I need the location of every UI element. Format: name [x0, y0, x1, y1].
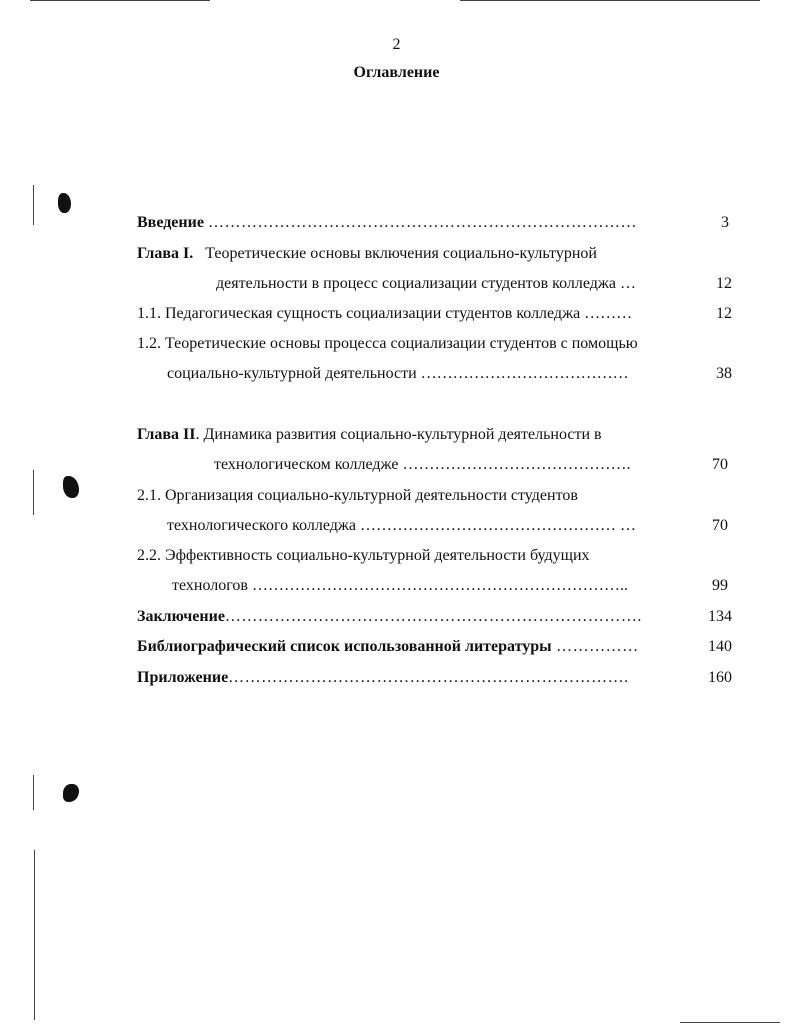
toc-text: Теоретические основы включения социально-культурной: [205, 245, 597, 262]
toc-entry-chapter-2[interactable]: [137, 425, 602, 445]
toc-leader: ……………: [551, 638, 639, 655]
toc-leader: ……………………………………………………………….: [228, 669, 629, 686]
toc-entry-1-2-cont: социально-культурной деятельности …………………………………: [167, 365, 629, 382]
toc-entry-bibliography[interactable]: [137, 637, 639, 657]
toc-entry-appendix[interactable]: [137, 668, 629, 688]
toc-leader: ………………………………………………………………….: [224, 608, 642, 625]
toc-label: Глава I.: [137, 245, 194, 262]
scan-edge-top-left: [30, 0, 210, 1]
toc-page: 99: [712, 577, 728, 594]
toc-page: 134: [708, 608, 732, 625]
toc-label: Библиографический список использованной литературы: [137, 638, 552, 655]
toc-page: 12: [716, 305, 732, 322]
toc-page: 38: [716, 365, 732, 382]
toc-page: 3: [721, 214, 729, 231]
toc-entry-introduction[interactable]: [137, 213, 637, 233]
toc-page: 160: [708, 669, 732, 686]
toc-entry-1-1[interactable]: 1.1. Педагогическая сущность социализации студентов колледжа ………: [137, 305, 633, 322]
toc-label: Заключение: [137, 608, 225, 625]
toc-label: Введение: [137, 214, 204, 231]
toc-entry-2-2[interactable]: 2.2. Эффективность социально-культурной деятельности будущих: [137, 547, 590, 564]
toc-text: . Динамика развития социально-культурной деятельности в: [195, 426, 602, 443]
toc-entry-2-1[interactable]: 2.1. Организация социально-культурной деятельности студентов: [137, 487, 578, 504]
toc-label: Приложение: [137, 669, 229, 686]
toc-page: 70: [712, 456, 728, 473]
toc-page: 70: [712, 517, 728, 534]
toc-entry-1-2[interactable]: 1.2. Теоретические основы процесса социализации студентов с помощью: [137, 335, 638, 352]
page-title: Оглавление: [353, 64, 440, 81]
scan-edge-left-2: [33, 470, 34, 515]
punch-hole-mark: [63, 784, 79, 802]
toc-leader: ……………………………………………………………………: [207, 214, 637, 231]
scan-edge-left-4: [34, 850, 35, 1020]
punch-hole-mark: [58, 193, 71, 213]
toc-page: 12: [716, 275, 732, 292]
scan-edge-bottom-right: [680, 1022, 780, 1023]
toc-label: Глава II: [137, 426, 196, 443]
scan-edge-left-1: [33, 185, 34, 225]
scan-edge-top-right: [460, 0, 760, 1]
punch-hole-mark: [63, 476, 79, 498]
toc-entry-chapter-1-cont: деятельности в процесс социализации студентов колледжа …: [216, 275, 637, 292]
toc-entry-chapter-2-cont: технологическом колледже …………………………………….: [214, 456, 631, 473]
toc-entry-2-2-cont: технологов ……………………………………………………………..: [172, 577, 628, 594]
scan-edge-left-3: [33, 775, 34, 810]
toc-entry-conclusion[interactable]: [137, 607, 642, 627]
page-number: 2: [392, 36, 401, 53]
toc-page: 140: [708, 638, 732, 655]
toc-entry-chapter-1[interactable]: [137, 244, 597, 264]
toc-entry-2-1-cont: технологического колледжа ………………………………………… …: [167, 517, 637, 534]
